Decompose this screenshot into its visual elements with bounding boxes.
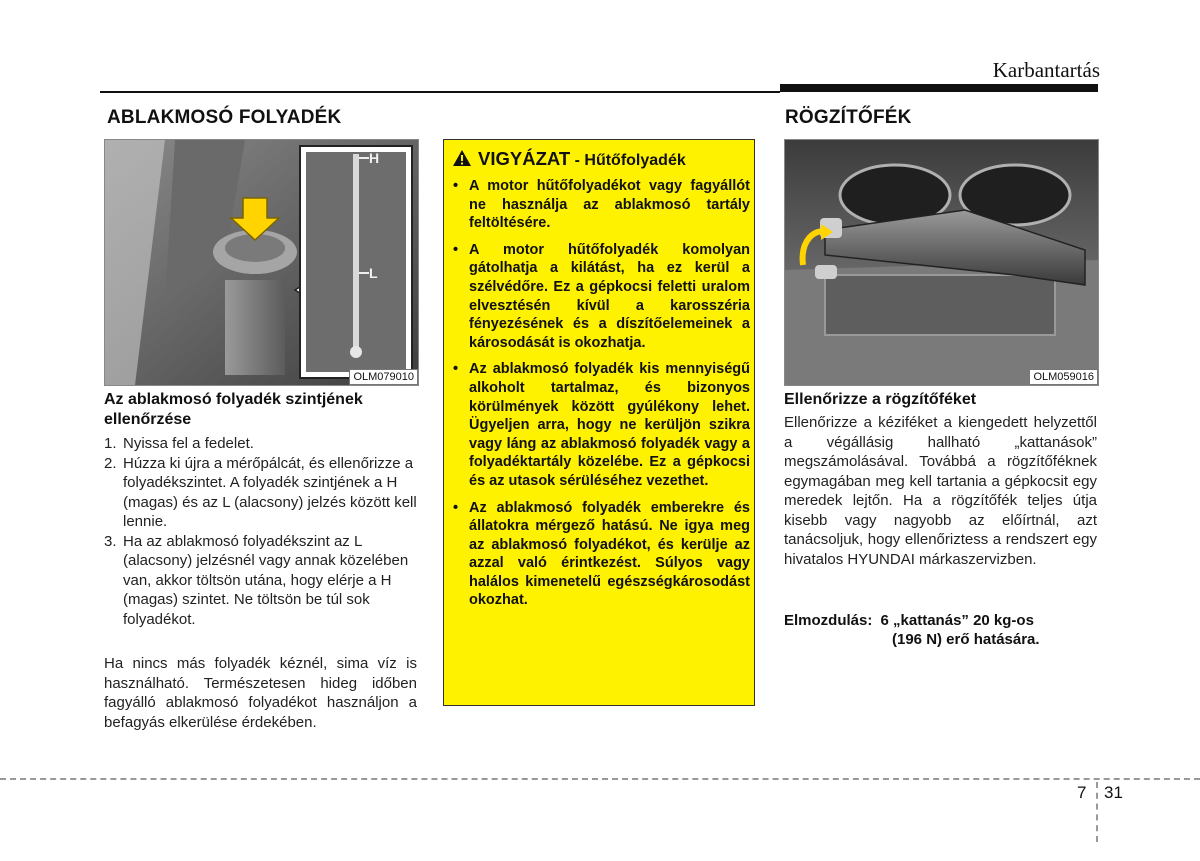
subsection-title-check-level: Az ablakmosó folyadék szintjének ellenőrzése (104, 391, 363, 428)
warning-items (452, 177, 750, 618)
photo-code: OLM059016 (1029, 369, 1098, 385)
warning-item: • Az ablakmosó folyadék kis mennyiségű alkoholt tartalmaz, és bizonyos körülmények között gyúlékony lehet. Ügyeljen arra, hogy ne kerüljön szikra vagy láng az ablakmosó folyadék vagy a folyadéktartály közelébe. Ez a gépkocsi és az utasok sérüléséhez vezethet. (452, 360, 750, 490)
chapter-header-title: Karbantartás (992, 58, 1100, 82)
travel-spec-value-line2: (196 N) erő hatására. (892, 631, 1040, 648)
procedure-step: 2. Húzza ki újra a mérőpálcát, és ellenőrizze a folyadékszintet. A folyadék szintjének a H (magas) és az L (alacsony) jelzés között kell lennie. (104, 454, 417, 530)
gauge-low-label: L (369, 265, 378, 281)
warning-title (452, 148, 686, 170)
warning-item: • Az ablakmosó folyadék emberekre és állatokra mérgező hatású. Ne igya meg az ablakmosó folyadékot, és kerülje az azzal való érintkezést. Súlyos vagy halálos kimenetelű egészségkárosodást okozhat. (452, 499, 750, 611)
travel-spec (784, 611, 1100, 630)
gauge-high-label: H (369, 150, 380, 166)
travel-spec-label: Elmozdulás: (784, 612, 873, 629)
procedure-step: 1. Nyissa fel a fedelet. (104, 435, 254, 452)
footer-dashed-rule (0, 778, 1200, 780)
subsection-title-check-brake: Ellenőrizze a rögzítőféket (784, 391, 977, 408)
travel-spec-value: 6 „kattanás” 20 kg-os (880, 612, 1034, 629)
washer-note-paragraph: Ha nincs más folyadék kéznél, sima víz is használható. Természetesen hideg időben fagyálló ablakmosó folyadékot használjon a befagyás elkerülése érdekében. (104, 655, 417, 731)
warning-item: • A motor hűtőfolyadékot vagy fagyállót ne használja az ablakmosó tartály feltöltésére. (452, 177, 750, 233)
procedure-step: 3. Ha az ablakmosó folyadékszint az L (alacsony) jelzésnél vagy annak közelében van, akkor töltsön utána, hogy elérje a H (magas) szintet. Ne töltsön be túl sok folyadékot. (104, 532, 409, 628)
section-title-washer-fluid: ABLAKMOSÓ FOLYADÉK (107, 107, 342, 128)
warning-title-main: VIGYÁZAT (478, 148, 571, 169)
warning-title-sub: - Hűtőfolyadék (570, 152, 686, 169)
washer-fluid-photo (104, 139, 419, 386)
header-rule-thick (780, 84, 1098, 92)
warning-triangle-icon (452, 149, 472, 167)
warning-item: • A motor hűtőfolyadék komolyan gátolhatja a kilátást, ha ez kerül a szélvédőre. Ez a gépkocsi feletti uralom elvesztésén kívül a karosszéria fényezésének és a díszítőelemeinek a károsodását is okozhatja. (452, 241, 750, 353)
photo-code: OLM079010 (349, 369, 418, 385)
procedure-steps (104, 434, 417, 629)
page-number: 31 (1104, 783, 1123, 802)
header-rule (100, 91, 780, 93)
page-chapter-number: 7 (1077, 783, 1087, 802)
footer-dashed-divider (1096, 782, 1098, 842)
parking-brake-paragraph: Ellenőrizze a kéziféket a kiengedett helyzettől a végállásig hallható „kattanások” megszámolásával. Továbbá a rögzítőféknek egymagában meg kell tartania a gépkocsit egy meredek lejtőn. Ha a rögzítőfék teljes útja kisebb vagy nagyobb az előírtnál, azt tanácsoljuk, hogy ellenőriztess a rendszert egy hivatalos HYUNDAI márkaszervizben. (784, 414, 1097, 568)
section-title-parking-brake: RÖGZÍTŐFÉK (785, 107, 912, 128)
washer-reservoir-illustration (105, 140, 418, 385)
warning-box (443, 139, 755, 706)
parking-brake-photo (784, 139, 1099, 386)
parking-brake-illustration (785, 140, 1098, 385)
